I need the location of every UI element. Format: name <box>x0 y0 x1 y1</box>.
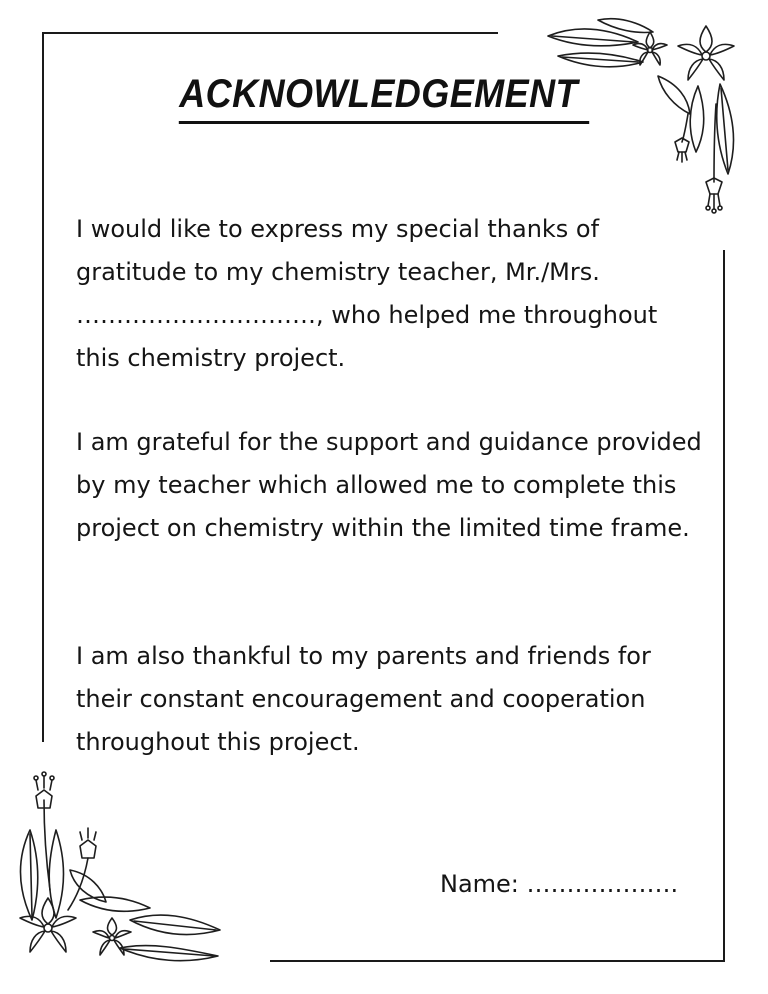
name-field-line: Name: ………………. <box>440 870 679 898</box>
paragraph-teacher-thanks: I would like to express my special thanks of gratitude to my chemistry teacher, Mr./Mrs. …………………………, who helped me throughout this chemistry project. <box>76 215 658 372</box>
frame-left-line <box>42 32 44 742</box>
floral-corner-bottom-left-icon <box>10 770 230 970</box>
page-title: ACKNOWLEDGEMENT <box>38 72 729 124</box>
frame-bottom-line <box>270 960 725 962</box>
frame-right-line <box>723 250 725 962</box>
paragraph-parents-friends: I am also thankful to my parents and friends for their constant encouragement and cooperation throughout this project. <box>76 642 651 756</box>
frame-top-line <box>42 32 498 34</box>
paragraph-support-guidance: I am grateful for the support and guidance provided by my teacher which allowed me to complete this project on chemistry within the limited time frame. <box>76 428 702 542</box>
